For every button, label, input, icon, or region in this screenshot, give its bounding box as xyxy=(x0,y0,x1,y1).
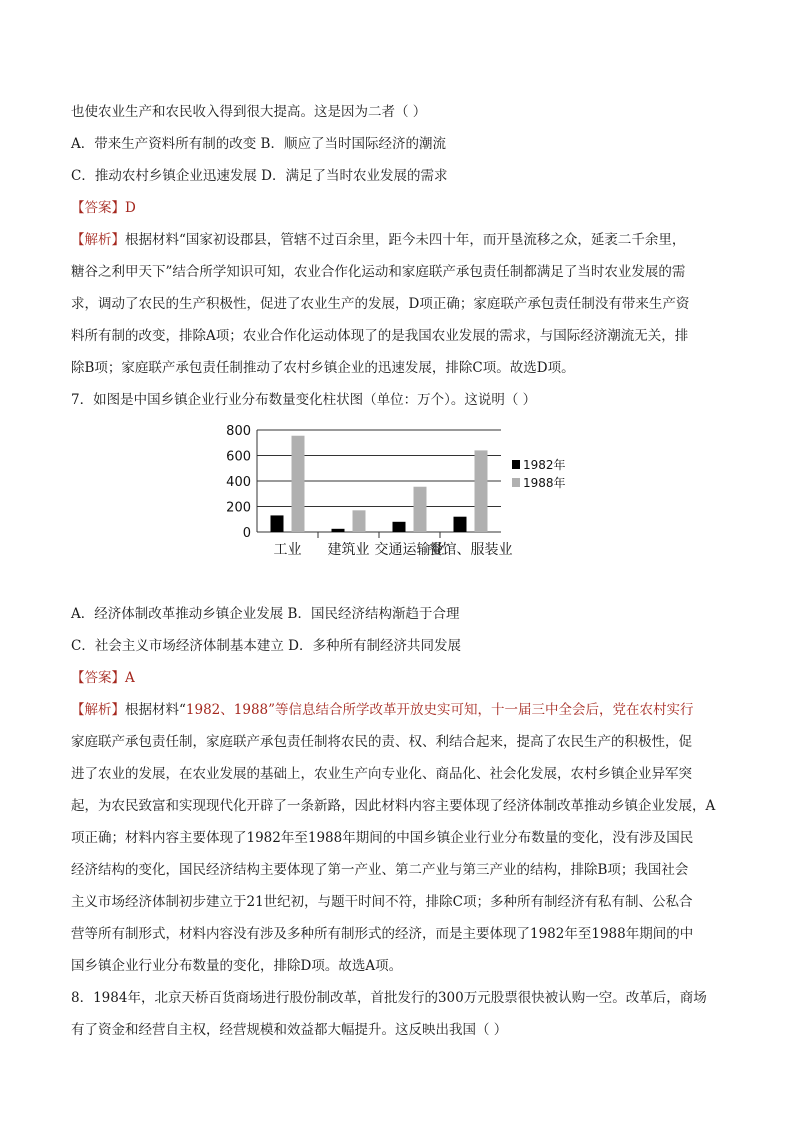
bar-1988 xyxy=(414,487,427,532)
bar-1982 xyxy=(454,517,467,532)
x-tick-label: 建筑业 xyxy=(327,542,370,558)
bar-1982 xyxy=(271,515,284,532)
q7-analysis-line: 主义市场经济体制初步建立于21世纪初，与题干时间不符，排除C项；多种所有制经济有私有制、公私合 xyxy=(71,894,693,910)
analysis-text-highlight: 1982、1988”等信息结合所学改革开放史实可知，十一届三中全会后，党在农村实行 xyxy=(185,702,694,718)
q7-analysis-line: 营等所有制形式，材料内容没有涉及多种所有制形式的经济，而是主要体现了1982年至1988年期间的中 xyxy=(71,926,694,942)
q7-analysis-line xyxy=(71,694,723,726)
analysis-tag: 【解析】 xyxy=(71,232,125,248)
q6-option-cd: C．推动农村乡镇企业迅速发展 D．满足了当时农业发展的需求 xyxy=(71,168,448,184)
analysis-text: 根据材料“国家初设郡县，管辖不过百余里，距今未四十年，而开垦流移之众，延袤二千余里， xyxy=(125,232,686,248)
bar-chart-svg xyxy=(71,422,723,594)
bar-1988 xyxy=(292,436,305,532)
bar-1982 xyxy=(332,529,345,532)
bar-1982 xyxy=(393,522,406,532)
q7-option-ab: A．经济体制改革推动乡镇企业发展 B．国民经济结构渐趋于合理 xyxy=(71,606,460,622)
q6-answer xyxy=(71,192,723,224)
q7-analysis-line: 经济结构的变化，国民经济结构主要体现了第一产业、第二产业与第三产业的结构，排除B项；我国社会 xyxy=(71,862,689,878)
q7-option-cd: C．社会主义市场经济体制基本建立 D．多种所有制经济共同发展 xyxy=(71,638,461,654)
answer-value: D xyxy=(125,200,136,216)
y-tick-label: 200 xyxy=(226,500,251,516)
analysis-tag: 【解析】 xyxy=(71,702,125,718)
q6-option-ab: A．带来生产资料所有制的改变 B．顺应了当时国际经济的潮流 xyxy=(71,136,446,152)
q6-analysis-line: 除B项；家庭联产承包责任制推动了农村乡镇企业的迅速发展，排除C项。故选D项。 xyxy=(71,360,575,376)
q7-analysis-line: 起，为农民致富和实现现代化开辟了一条新路，因此材料内容主要体现了经济体制改革推动乡镇企业发展，A xyxy=(71,798,716,814)
q6-analysis-line: 求，调动了农民的生产积极性，促进了农业生产的发展，D项正确；家庭联产承包责任制没有带来生产资 xyxy=(71,296,690,312)
q6-analysis-line: 料所有制的改变，排除A项；农业合作化运动体现了的是我国农业发展的需求，与国际经济潮流无关，排 xyxy=(71,328,689,344)
q7-analysis-line: 国乡镇企业行业分布数量的变化，排除D项。故选A项。 xyxy=(71,958,403,974)
q8-stem-line: 8．1984年，北京天桥百货商场进行股份制改革，首批发行的300万元股票很快被认购一空。改革后，商场 xyxy=(71,990,707,1006)
y-tick-label: 600 xyxy=(226,449,251,465)
answer-tag: 【答案】 xyxy=(71,200,125,216)
y-tick-label: 800 xyxy=(226,424,251,439)
q7-stem: 7．如图是中国乡镇企业行业分布数量变化柱状图（单位：万个）。这说明（ ） xyxy=(71,392,537,408)
q7-analysis-line: 家庭联产承包责任制，家庭联产承包责任制将农民的责、权、利结合起来，提高了农民生产的积极性，促 xyxy=(71,734,692,750)
legend-swatch xyxy=(512,460,520,469)
bar-1988 xyxy=(353,510,366,532)
answer-value: A xyxy=(125,670,135,686)
q6-analysis-line: 糖谷之利甲天下”结合所学知识可知，农业合作化运动和家庭联产承包责任制都满足了当时农业发展的需 xyxy=(71,264,686,280)
legend-swatch xyxy=(512,478,520,487)
q8-stem-line: 有了资金和经营自主权，经营规模和效益都大幅提升。这反映出我国（ ） xyxy=(71,1022,508,1038)
q7-analysis-line: 进了农业的发展，在农业发展的基础上，农业生产向专业化、商品化、社会化发展，农村乡镇企业异军突 xyxy=(71,766,692,782)
bar-chart xyxy=(71,422,723,594)
q6-stem-tail: 也使农业生产和农民收入得到很大提高。这是因为二者（ ） xyxy=(71,104,427,120)
x-tick-label: 工业 xyxy=(273,542,302,558)
bar-1988 xyxy=(475,450,488,532)
answer-tag: 【答案】 xyxy=(71,670,125,686)
q7-answer xyxy=(71,662,723,694)
document-page xyxy=(71,96,723,1046)
x-tick-label: 餐馆、服装业 xyxy=(428,542,513,558)
q6-analysis-line xyxy=(71,224,723,256)
analysis-text: 根据材料“ xyxy=(125,702,186,718)
q7-analysis-line: 项正确；材料内容主要体现了1982年至1988年期间的中国乡镇企业行业分布数量的变化，没有涉及国民 xyxy=(71,830,694,846)
legend-label: 1982年 xyxy=(523,458,566,472)
x-tick-label: 交通运输业 xyxy=(374,542,445,558)
y-tick-label: 0 xyxy=(242,526,251,541)
legend-label: 1988年 xyxy=(523,476,566,490)
y-tick-label: 400 xyxy=(226,475,251,490)
